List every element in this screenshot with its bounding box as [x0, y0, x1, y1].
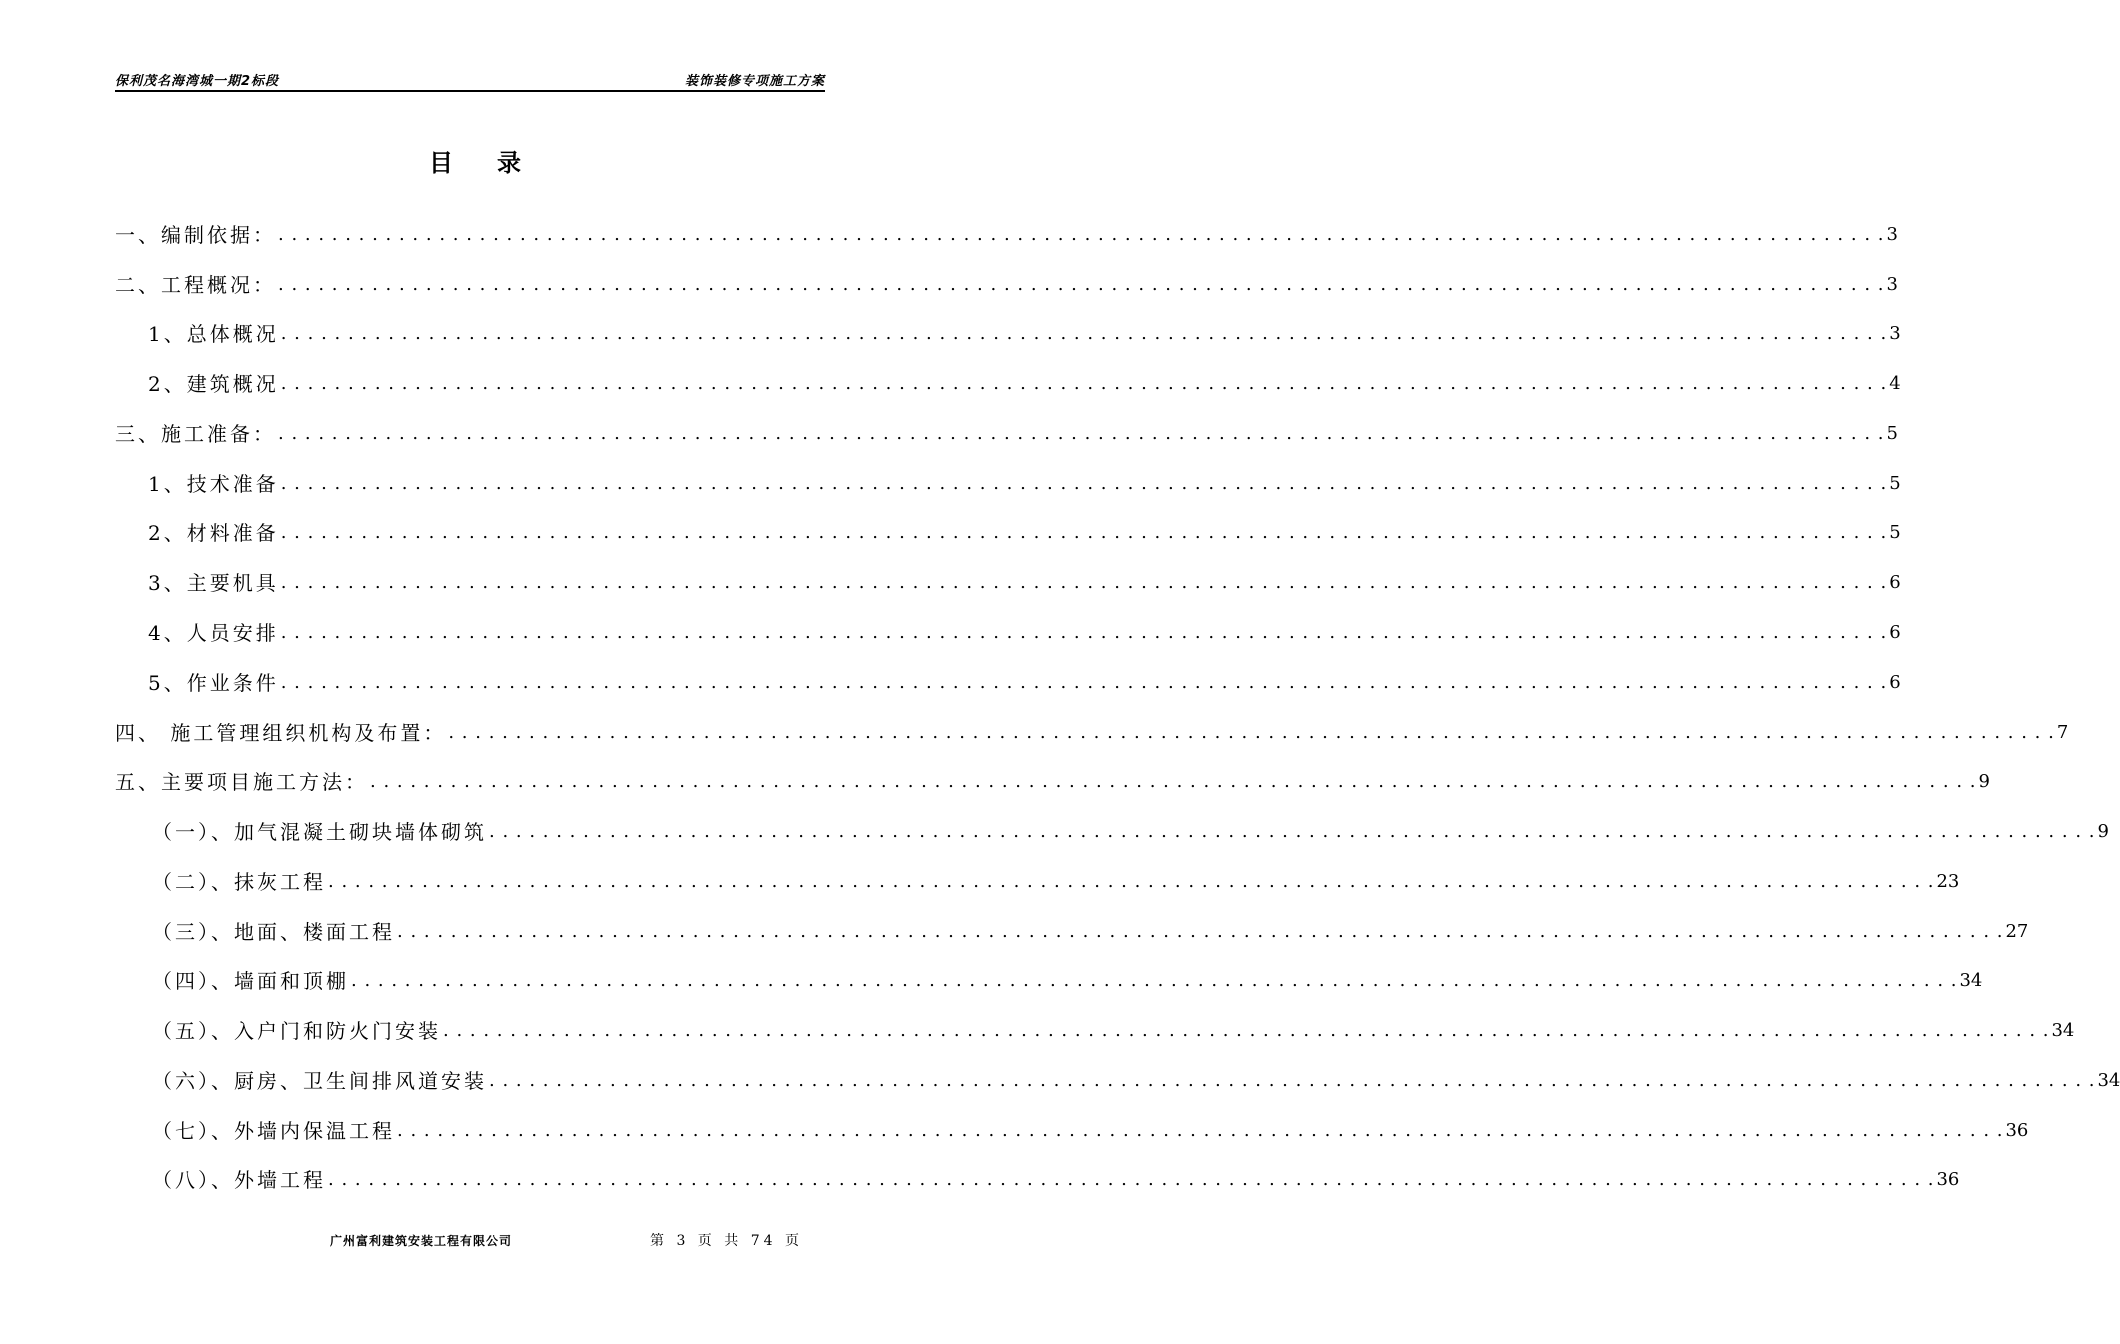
toc-entry-label: 2、材料准备 — [148, 521, 279, 545]
toc-entry-label: 1、总体概况 — [148, 322, 279, 346]
toc-entry-label: 四、 施工管理组织机构及布置： — [115, 721, 447, 745]
toc-entry-leader: . . . . . . . . . . . . . . . . . . . . . . . . . . . . . . . . . . . . . . . . . . . . . . . . . . . . . . . . . . . . . . . . . . . . . . . . . . . . . . . . . . . . . . . . . . . . . . . . . . . . . . . . . . . . . . . . . . . . . . . . — [351, 970, 1958, 991]
toc-entry-page: 6 — [1889, 622, 1901, 643]
toc-entry-leader: . . . . . . . . . . . . . . . . . . . . . . . . . . . . . . . . . . . . . . . . . . . . . . . . . . . . . . . . . . . . . . . . . . . . . . . . . . . . . . . . . . . . . . . . . . . . . . . . . . . . . . . . . . . . . . . . . . . . . . . . — [489, 1070, 2096, 1091]
header-project-name: 保利茂名海湾城一期2标段 — [115, 74, 280, 89]
toc-entry-page: 4 — [1889, 373, 1901, 394]
toc-entry[interactable] — [115, 270, 1898, 300]
toc-entry[interactable] — [115, 767, 1990, 797]
toc-entry[interactable] — [152, 817, 2109, 847]
toc-entry-label: （三）、地面、楼面工程 — [152, 920, 395, 944]
toc-entry-label: （七）、外墙内保温工程 — [152, 1119, 395, 1143]
footer-company-name: 广州富利建筑安装工程有限公司 — [330, 1234, 513, 1248]
toc-entry-page: 5 — [1889, 522, 1901, 543]
toc-entry-leader: . . . . . . . . . . . . . . . . . . . . . . . . . . . . . . . . . . . . . . . . . . . . . . . . . . . . . . . . . . . . . . . . . . . . . . . . . . . . . . . . . . . . . . . . . . . . . . . . . . . . . . . . . . . . . . . . . . . . . . . . — [280, 373, 1888, 394]
toc-entry-leader: . . . . . . . . . . . . . . . . . . . . . . . . . . . . . . . . . . . . . . . . . . . . . . . . . . . . . . . . . . . . . . . . . . . . . . . . . . . . . . . . . . . . . . . . . . . . . . . . . . . . . . . . . . . . . . . . . . . . . . . . — [280, 572, 1888, 593]
toc-entry-leader: . . . . . . . . . . . . . . . . . . . . . . . . . . . . . . . . . . . . . . . . . . . . . . . . . . . . . . . . . . . . . . . . . . . . . . . . . . . . . . . . . . . . . . . . . . . . . . . . . . . . . . . . . . . . . . . . . . . . . . . . — [280, 522, 1888, 543]
toc-entry[interactable] — [152, 867, 1960, 897]
toc-entry[interactable] — [152, 1116, 2029, 1146]
toc-entry-leader: . . . . . . . . . . . . . . . . . . . . . . . . . . . . . . . . . . . . . . . . . . . . . . . . . . . . . . . . . . . . . . . . . . . . . . . . . . . . . . . . . . . . . . . . . . . . . . . . . . . . . . . . . . . . . . . . . . . . . . . . — [443, 1020, 2050, 1041]
toc-entry-leader: . . . . . . . . . . . . . . . . . . . . . . . . . . . . . . . . . . . . . . . . . . . . . . . . . . . . . . . . . . . . . . . . . . . . . . . . . . . . . . . . . . . . . . . . . . . . . . . . . . . . . . . . . . . . . . . . . . . . . . . . — [280, 323, 1888, 344]
toc-entry-page: 9 — [2097, 821, 2109, 842]
toc-entry-label: 3、主要机具 — [148, 571, 279, 595]
toc-entry-leader: . . . . . . . . . . . . . . . . . . . . . . . . . . . . . . . . . . . . . . . . . . . . . . . . . . . . . . . . . . . . . . . . . . . . . . . . . . . . . . . . . . . . . . . . . . . . . . . . . . . . . . . . . . . . . . . . . . . . . . . . — [280, 473, 1888, 494]
toc-entry-label: 5、作业条件 — [148, 671, 279, 695]
toc-entry[interactable] — [148, 469, 1901, 499]
toc-entry-leader: . . . . . . . . . . . . . . . . . . . . . . . . . . . . . . . . . . . . . . . . . . . . . . . . . . . . . . . . . . . . . . . . . . . . . . . . . . . . . . . . . . . . . . . . . . . . . . . . . . . . . . . . . . . . . . . . . . . . . . . . — [397, 921, 2004, 942]
toc-entry-page: 5 — [1889, 473, 1901, 494]
toc-entry[interactable] — [152, 1165, 1960, 1195]
toc-entry-label: （八）、外墙工程 — [152, 1168, 326, 1192]
toc-entry-label: 二、工程概况： — [115, 273, 276, 297]
toc-entry-leader: . . . . . . . . . . . . . . . . . . . . . . . . . . . . . . . . . . . . . . . . . . . . . . . . . . . . . . . . . . . . . . . . . . . . . . . . . . . . . . . . . . . . . . . . . . . . . . . . . . . . . . . . . . . . . . . . . . . . . . . . — [280, 622, 1888, 643]
toc-entry-leader: . . . . . . . . . . . . . . . . . . . . . . . . . . . . . . . . . . . . . . . . . . . . . . . . . . . . . . . . . . . . . . . . . . . . . . . . . . . . . . . . . . . . . . . . . . . . . . . . . . . . . . . . . . . . . . . . . . . . . . . . — [278, 274, 1885, 295]
toc-entry-page: 9 — [1978, 771, 1990, 792]
toc-entry[interactable] — [148, 618, 1901, 648]
toc-entry-leader: . . . . . . . . . . . . . . . . . . . . . . . . . . . . . . . . . . . . . . . . . . . . . . . . . . . . . . . . . . . . . . . . . . . . . . . . . . . . . . . . . . . . . . . . . . . . . . . . . . . . . . . . . . . . . . . . . . . . . . . . — [448, 722, 2055, 743]
toc-entry-page: 7 — [2056, 722, 2069, 743]
toc-entry[interactable] — [152, 917, 2029, 947]
toc-entry-page: 3 — [1886, 274, 1898, 295]
toc-entry-label: 五、主要项目施工方法： — [115, 770, 368, 794]
toc-entry-page: 5 — [1886, 423, 1898, 444]
toc-entry[interactable] — [152, 1066, 2120, 1096]
header-document-name: 装饰装修专项施工方案 — [684, 74, 825, 89]
toc-entry[interactable] — [115, 419, 1898, 449]
toc-entry[interactable] — [148, 518, 1901, 548]
toc-entry[interactable] — [148, 319, 1901, 349]
toc-entry-leader: . . . . . . . . . . . . . . . . . . . . . . . . . . . . . . . . . . . . . . . . . . . . . . . . . . . . . . . . . . . . . . . . . . . . . . . . . . . . . . . . . . . . . . . . . . . . . . . . . . . . . . . . . . . . . . . . . . . . . . . . — [370, 771, 1977, 792]
toc-entry[interactable] — [115, 220, 1898, 250]
toc-entry-page: 27 — [2005, 921, 2029, 942]
toc-entry[interactable] — [148, 568, 1901, 598]
toc-entry-page: 3 — [1889, 323, 1901, 344]
toc-entry-page: 23 — [1936, 871, 1960, 892]
toc-entry-label: （一）、加气混凝土砌块墙体砌筑 — [152, 820, 487, 844]
toc-entry-page: 36 — [1936, 1169, 1960, 1190]
toc-entry[interactable] — [152, 966, 1983, 996]
toc-entry-leader: . . . . . . . . . . . . . . . . . . . . . . . . . . . . . . . . . . . . . . . . . . . . . . . . . . . . . . . . . . . . . . . . . . . . . . . . . . . . . . . . . . . . . . . . . . . . . . . . . . . . . . . . . . . . . . . . . . . . . . . . — [489, 821, 2096, 842]
toc-entry[interactable] — [115, 718, 2069, 748]
toc-entry-page: 36 — [2005, 1120, 2029, 1141]
toc-entry-label: （六）、厨房、卫生间排风道安装 — [152, 1069, 487, 1093]
toc-entry-leader: . . . . . . . . . . . . . . . . . . . . . . . . . . . . . . . . . . . . . . . . . . . . . . . . . . . . . . . . . . . . . . . . . . . . . . . . . . . . . . . . . . . . . . . . . . . . . . . . . . . . . . . . . . . . . . . . . . . . . . . . — [328, 871, 1935, 892]
toc-entry-page: 34 — [2097, 1070, 2120, 1091]
toc-entry-page: 34 — [1959, 970, 1983, 991]
toc-entry-label: 三、施工准备： — [115, 422, 276, 446]
toc-entry-label: （二）、抹灰工程 — [152, 870, 326, 894]
toc-entry-label: （五）、入户门和防火门安装 — [152, 1019, 441, 1043]
toc-entry-label: 一、编制依据： — [115, 223, 276, 247]
toc-entry-leader: . . . . . . . . . . . . . . . . . . . . . . . . . . . . . . . . . . . . . . . . . . . . . . . . . . . . . . . . . . . . . . . . . . . . . . . . . . . . . . . . . . . . . . . . . . . . . . . . . . . . . . . . . . . . . . . . . . . . . . . . — [328, 1169, 1935, 1190]
toc-title: 目录 — [429, 148, 565, 177]
footer-page-number: 第 3 页 共 74 页 — [650, 1233, 803, 1249]
page-header — [115, 70, 825, 92]
toc-entry-page: 3 — [1886, 224, 1898, 245]
toc-entry-label: 2、建筑概况 — [148, 372, 279, 396]
toc-entry-label: 4、人员安排 — [148, 621, 279, 645]
toc-entry-leader: . . . . . . . . . . . . . . . . . . . . . . . . . . . . . . . . . . . . . . . . . . . . . . . . . . . . . . . . . . . . . . . . . . . . . . . . . . . . . . . . . . . . . . . . . . . . . . . . . . . . . . . . . . . . . . . . . . . . . . . . — [397, 1120, 2004, 1141]
toc-entry-label: （四）、墙面和顶棚 — [152, 969, 349, 993]
toc-entry-leader: . . . . . . . . . . . . . . . . . . . . . . . . . . . . . . . . . . . . . . . . . . . . . . . . . . . . . . . . . . . . . . . . . . . . . . . . . . . . . . . . . . . . . . . . . . . . . . . . . . . . . . . . . . . . . . . . . . . . . . . . — [278, 423, 1885, 444]
toc-entry[interactable] — [148, 668, 1901, 698]
toc-entry[interactable] — [148, 369, 1901, 399]
page-footer — [0, 1230, 950, 1252]
toc-entry-page: 6 — [1889, 572, 1901, 593]
toc-entry-page: 34 — [2051, 1020, 2075, 1041]
toc-entry-label: 1、技术准备 — [148, 472, 279, 496]
toc-entry-leader: . . . . . . . . . . . . . . . . . . . . . . . . . . . . . . . . . . . . . . . . . . . . . . . . . . . . . . . . . . . . . . . . . . . . . . . . . . . . . . . . . . . . . . . . . . . . . . . . . . . . . . . . . . . . . . . . . . . . . . . . — [280, 672, 1888, 693]
toc-entry[interactable] — [152, 1016, 2075, 1046]
toc-entry-leader: . . . . . . . . . . . . . . . . . . . . . . . . . . . . . . . . . . . . . . . . . . . . . . . . . . . . . . . . . . . . . . . . . . . . . . . . . . . . . . . . . . . . . . . . . . . . . . . . . . . . . . . . . . . . . . . . . . . . . . . . — [278, 224, 1885, 245]
toc-entry-page: 6 — [1889, 672, 1901, 693]
